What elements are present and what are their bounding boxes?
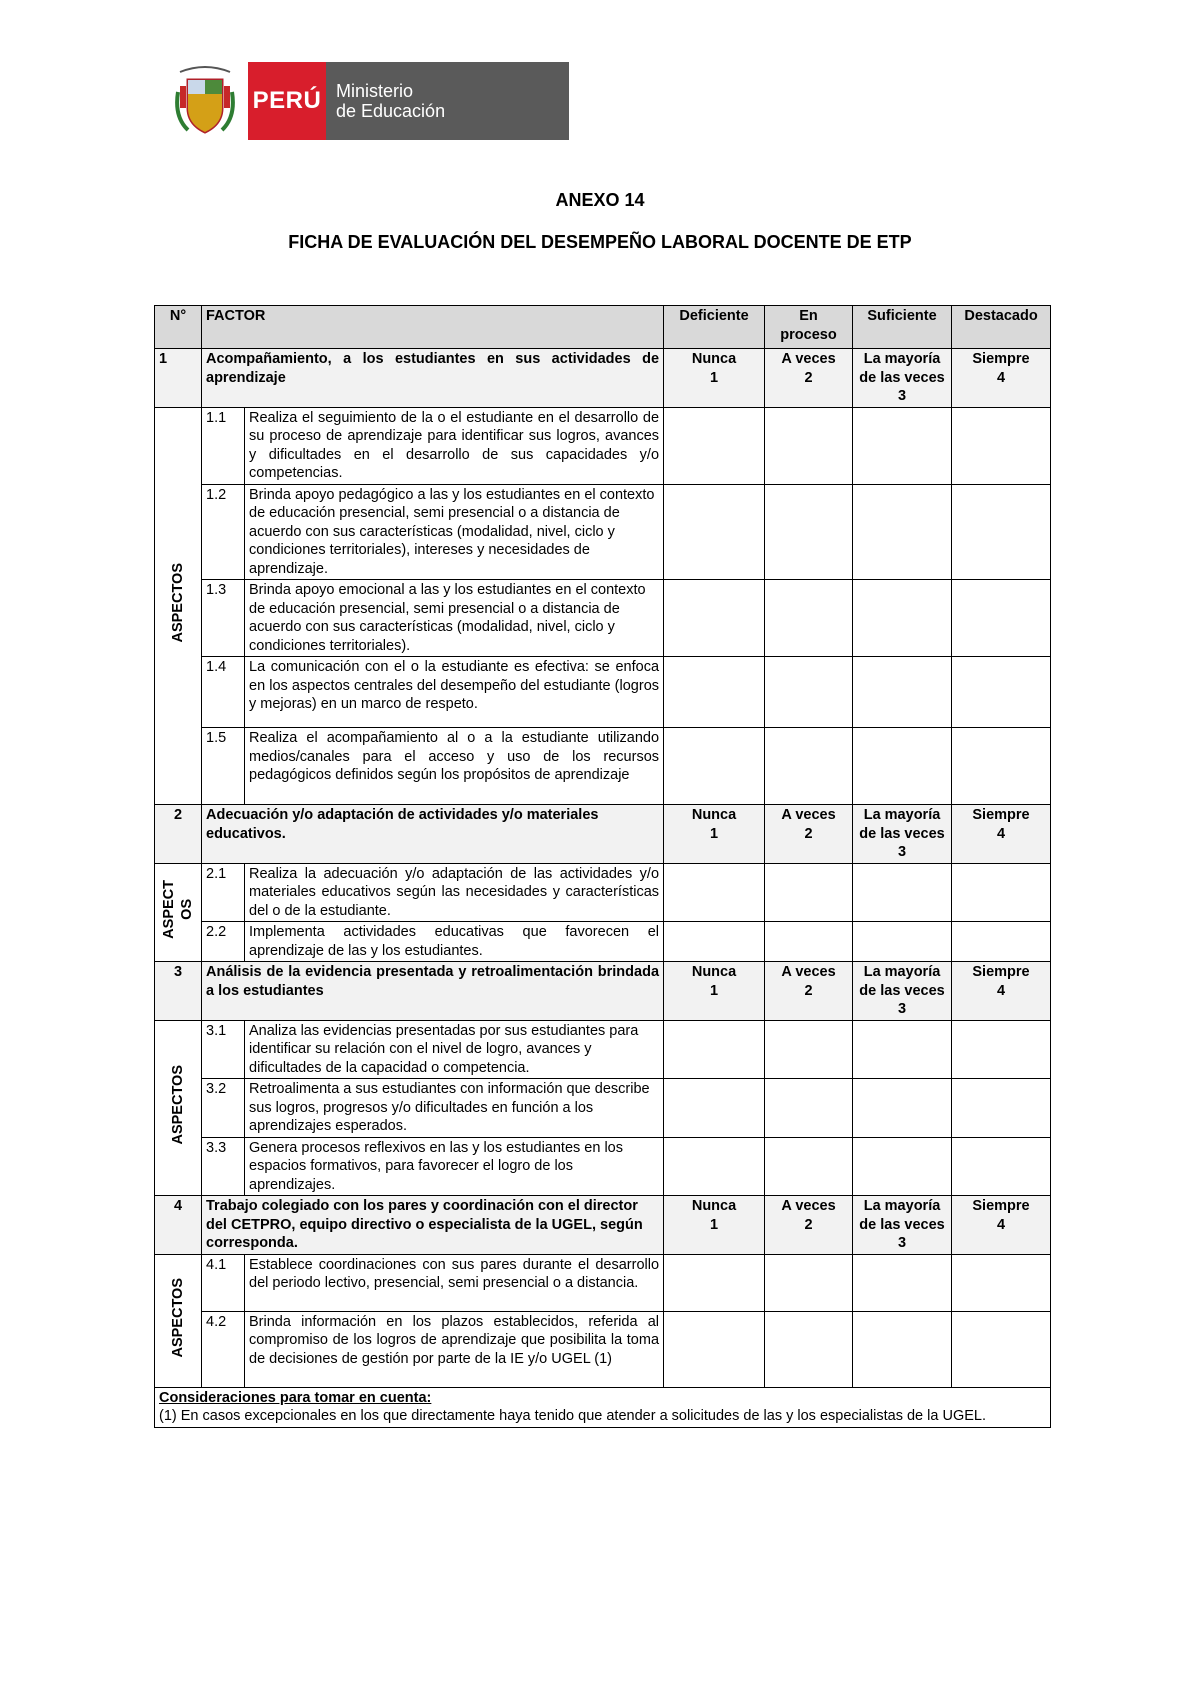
item-row: [155, 1311, 1051, 1387]
factor-num: 3: [155, 962, 202, 1021]
item-row: [155, 863, 1051, 922]
item-code: 1.1: [202, 407, 245, 484]
scale-destacado: Siempre 4: [952, 1196, 1051, 1255]
rating-en-proceso-cell[interactable]: [765, 1020, 853, 1079]
rating-suficiente-cell[interactable]: [853, 1254, 952, 1311]
factor-title: Adecuación y/o adaptación de actividades y/o materiales educativos.: [202, 805, 664, 864]
rating-en-proceso-cell[interactable]: [765, 1079, 853, 1138]
item-code: 3.3: [202, 1137, 245, 1196]
scale-deficiente: Nunca 1: [664, 349, 765, 408]
scale-suficiente: La mayoría de las veces 3: [853, 349, 952, 408]
item-text: Brinda información en los plazos establecidos, referida al compromiso de los logros de aprendizaje que posibilita la toma de decisiones de gestión por parte de la IE y/o UGEL (1): [245, 1311, 664, 1387]
factor-title: Trabajo colegiado con los pares y coordinación con el director del CETPRO, equipo directivo o especialista de la UGEL, según corresponda.: [202, 1196, 664, 1255]
peru-logo: PERÚ: [248, 62, 326, 140]
table-header-row: [155, 306, 1051, 349]
rating-suficiente-cell[interactable]: [853, 407, 952, 484]
scale-en-proceso: A veces 2: [765, 349, 853, 408]
ministry-line2: de Educación: [336, 101, 446, 121]
rating-deficiente-cell[interactable]: [664, 657, 765, 728]
rating-suficiente-cell[interactable]: [853, 1137, 952, 1196]
scale-en-proceso: A veces 2: [765, 805, 853, 864]
rating-deficiente-cell[interactable]: [664, 484, 765, 580]
header-factor: FACTOR: [202, 306, 664, 349]
rating-suficiente-cell[interactable]: [853, 863, 952, 922]
rating-suficiente-cell[interactable]: [853, 1020, 952, 1079]
rating-destacado-cell[interactable]: [952, 863, 1051, 922]
item-text: Brinda apoyo pedagógico a las y los estudiantes en el contexto de educación presencial, semi presencial o a distancia de acuerdo con sus características (modalidad, nivel, ciclo y condiciones territoriales), intereses y necesidades de aprendizaje.: [245, 484, 664, 580]
rating-suficiente-cell[interactable]: [853, 1311, 952, 1387]
rating-en-proceso-cell[interactable]: [765, 1311, 853, 1387]
item-code: 1.3: [202, 580, 245, 657]
aspectos-label: ASPECTOS: [155, 1020, 202, 1196]
footnote-title: Consideraciones para tomar en cuenta:: [159, 1389, 432, 1406]
aspectos-label: ASPECT OS: [155, 863, 202, 962]
item-code: 1.2: [202, 484, 245, 580]
item-text: Establece coordinaciones con sus pares durante el desarrollo del periodo lectivo, presencial, semi presencial o a distancia.: [245, 1254, 664, 1311]
scale-destacado: Siempre 4: [952, 349, 1051, 408]
rating-destacado-cell[interactable]: [952, 728, 1051, 805]
rating-en-proceso-cell[interactable]: [765, 580, 853, 657]
rating-en-proceso-cell[interactable]: [765, 484, 853, 580]
rating-destacado-cell[interactable]: [952, 407, 1051, 484]
evaluation-table: [154, 305, 1051, 1428]
item-text: Genera procesos reflexivos en las y los estudiantes en los espacios formativos, para favorecer el logro de los aprendizajes.: [245, 1137, 664, 1196]
factor-row: [155, 1196, 1051, 1255]
rating-suficiente-cell[interactable]: [853, 657, 952, 728]
item-text: Realiza el acompañamiento al o a la estudiante utilizando medios/canales para el acceso y uso de los recursos pedagógicos definidos según los propósitos de aprendizaje: [245, 728, 664, 805]
factor-num: 2: [155, 805, 202, 864]
scale-suficiente: La mayoría de las veces 3: [853, 962, 952, 1021]
item-code: 2.2: [202, 922, 245, 962]
coat-of-arms-icon: [174, 62, 236, 142]
rating-deficiente-cell[interactable]: [664, 1079, 765, 1138]
rating-suficiente-cell[interactable]: [853, 728, 952, 805]
scale-suficiente: La mayoría de las veces 3: [853, 1196, 952, 1255]
scale-en-proceso: A veces 2: [765, 1196, 853, 1255]
rating-destacado-cell[interactable]: [952, 1311, 1051, 1387]
item-text: Realiza la adecuación y/o adaptación de las actividades y/o materiales educativos según las necesidades y características del o de la estudiante.: [245, 863, 664, 922]
footnote-text: (1) En casos excepcionales en los que directamente haya tenido que atender a solicitudes de las y los especialistas de la UGEL.: [159, 1408, 986, 1424]
factor-row: [155, 349, 1051, 408]
footnote: [155, 1387, 1051, 1427]
item-text: La comunicación con el o la estudiante es efectiva: se enfoca en los aspectos centrales del desempeño del estudiante (logros y mejoras) en un marco de respeto.: [245, 657, 664, 728]
rating-en-proceso-cell[interactable]: [765, 657, 853, 728]
rating-destacado-cell[interactable]: [952, 1020, 1051, 1079]
ministry-line1: Ministerio: [336, 81, 414, 101]
scale-destacado: Siempre 4: [952, 805, 1051, 864]
item-text: Brinda apoyo emocional a las y los estudiantes en el contexto de educación presencial, semi presencial o a distancia de acuerdo con sus características (modalidad, nivel, ciclo y condiciones territoriales).: [245, 580, 664, 657]
scale-deficiente: Nunca 1: [664, 805, 765, 864]
scale-en-proceso: A veces 2: [765, 962, 853, 1021]
factor-title: Acompañamiento, a los estudiantes en sus actividades de aprendizaje: [202, 349, 664, 408]
scale-suficiente: La mayoría de las veces 3: [853, 805, 952, 864]
rating-deficiente-cell[interactable]: [664, 580, 765, 657]
rating-deficiente-cell[interactable]: [664, 922, 765, 962]
rating-destacado-cell[interactable]: [952, 1079, 1051, 1138]
scale-destacado: Siempre 4: [952, 962, 1051, 1021]
rating-destacado-cell[interactable]: [952, 1137, 1051, 1196]
item-code: 4.1: [202, 1254, 245, 1311]
rating-en-proceso-cell[interactable]: [765, 728, 853, 805]
item-row: [155, 1254, 1051, 1311]
rating-destacado-cell[interactable]: [952, 580, 1051, 657]
header-suficiente: Suficiente: [853, 306, 952, 349]
page-title: FICHA DE EVALUACIÓN DEL DESEMPEÑO LABORAL DOCENTE DE ETP: [288, 232, 912, 252]
item-text: Analiza las evidencias presentadas por sus estudiantes para identificar su relación con el nivel de logro, avances y dificultades de la capacidad o competencia.: [245, 1020, 664, 1079]
factor-row: [155, 962, 1051, 1021]
rating-en-proceso-cell[interactable]: [765, 1137, 853, 1196]
item-code: 1.5: [202, 728, 245, 805]
item-row: [155, 922, 1051, 962]
item-row: [155, 728, 1051, 805]
ministry-header: [174, 62, 569, 142]
factor-num: 1: [155, 349, 202, 408]
factor-row: [155, 805, 1051, 864]
item-code: 3.1: [202, 1020, 245, 1079]
item-row: [155, 1079, 1051, 1138]
rating-destacado-cell[interactable]: [952, 1254, 1051, 1311]
item-code: 4.2: [202, 1311, 245, 1387]
header-destacado: Destacado: [952, 306, 1051, 349]
item-row: [155, 580, 1051, 657]
item-text: Retroalimenta a sus estudiantes con información que describe sus logros, progresos y/o dificultades en función a los aprendizajes esperados.: [245, 1079, 664, 1138]
rating-destacado-cell[interactable]: [952, 484, 1051, 580]
rating-en-proceso-cell[interactable]: [765, 407, 853, 484]
header-num: N°: [155, 306, 202, 349]
item-row: [155, 1020, 1051, 1079]
item-text: Realiza el seguimiento de la o el estudiante en el desarrollo de su proceso de aprendizaje para identificar sus logros, avances y dificultades en el desarrollo de sus capacidades y/o competencias.: [245, 407, 664, 484]
item-code: 3.2: [202, 1079, 245, 1138]
rating-deficiente-cell[interactable]: [664, 407, 765, 484]
rating-deficiente-cell[interactable]: [664, 1311, 765, 1387]
scale-deficiente: Nunca 1: [664, 1196, 765, 1255]
aspectos-label: ASPECTOS: [155, 407, 202, 805]
rating-deficiente-cell[interactable]: [664, 1020, 765, 1079]
annex-heading: ANEXO 14: [555, 190, 645, 210]
rating-deficiente-cell[interactable]: [664, 1137, 765, 1196]
rating-en-proceso-cell[interactable]: [765, 863, 853, 922]
item-code: 2.1: [202, 863, 245, 922]
rating-suficiente-cell[interactable]: [853, 484, 952, 580]
rating-en-proceso-cell[interactable]: [765, 1254, 853, 1311]
rating-destacado-cell[interactable]: [952, 922, 1051, 962]
item-row: [155, 1137, 1051, 1196]
item-row: [155, 407, 1051, 484]
header-en-proceso: En proceso: [765, 306, 853, 349]
item-text: Implementa actividades educativas que favorecen el aprendizaje de las y los estudiantes.: [245, 922, 664, 962]
rating-en-proceso-cell[interactable]: [765, 922, 853, 962]
footnote-row: [155, 1387, 1051, 1427]
ministry-logo: [326, 62, 569, 140]
rating-deficiente-cell[interactable]: [664, 728, 765, 805]
item-row: [155, 484, 1051, 580]
aspectos-label: ASPECTOS: [155, 1254, 202, 1387]
rating-suficiente-cell[interactable]: [853, 922, 952, 962]
factor-title: Análisis de la evidencia presentada y retroalimentación brindada a los estudiantes: [202, 962, 664, 1021]
factor-num: 4: [155, 1196, 202, 1255]
item-row: [155, 657, 1051, 728]
rating-destacado-cell[interactable]: [952, 657, 1051, 728]
rating-deficiente-cell[interactable]: [664, 863, 765, 922]
rating-deficiente-cell[interactable]: [664, 1254, 765, 1311]
header-deficiente: Deficiente: [664, 306, 765, 349]
rating-suficiente-cell[interactable]: [853, 580, 952, 657]
rating-suficiente-cell[interactable]: [853, 1079, 952, 1138]
scale-deficiente: Nunca 1: [664, 962, 765, 1021]
item-code: 1.4: [202, 657, 245, 728]
